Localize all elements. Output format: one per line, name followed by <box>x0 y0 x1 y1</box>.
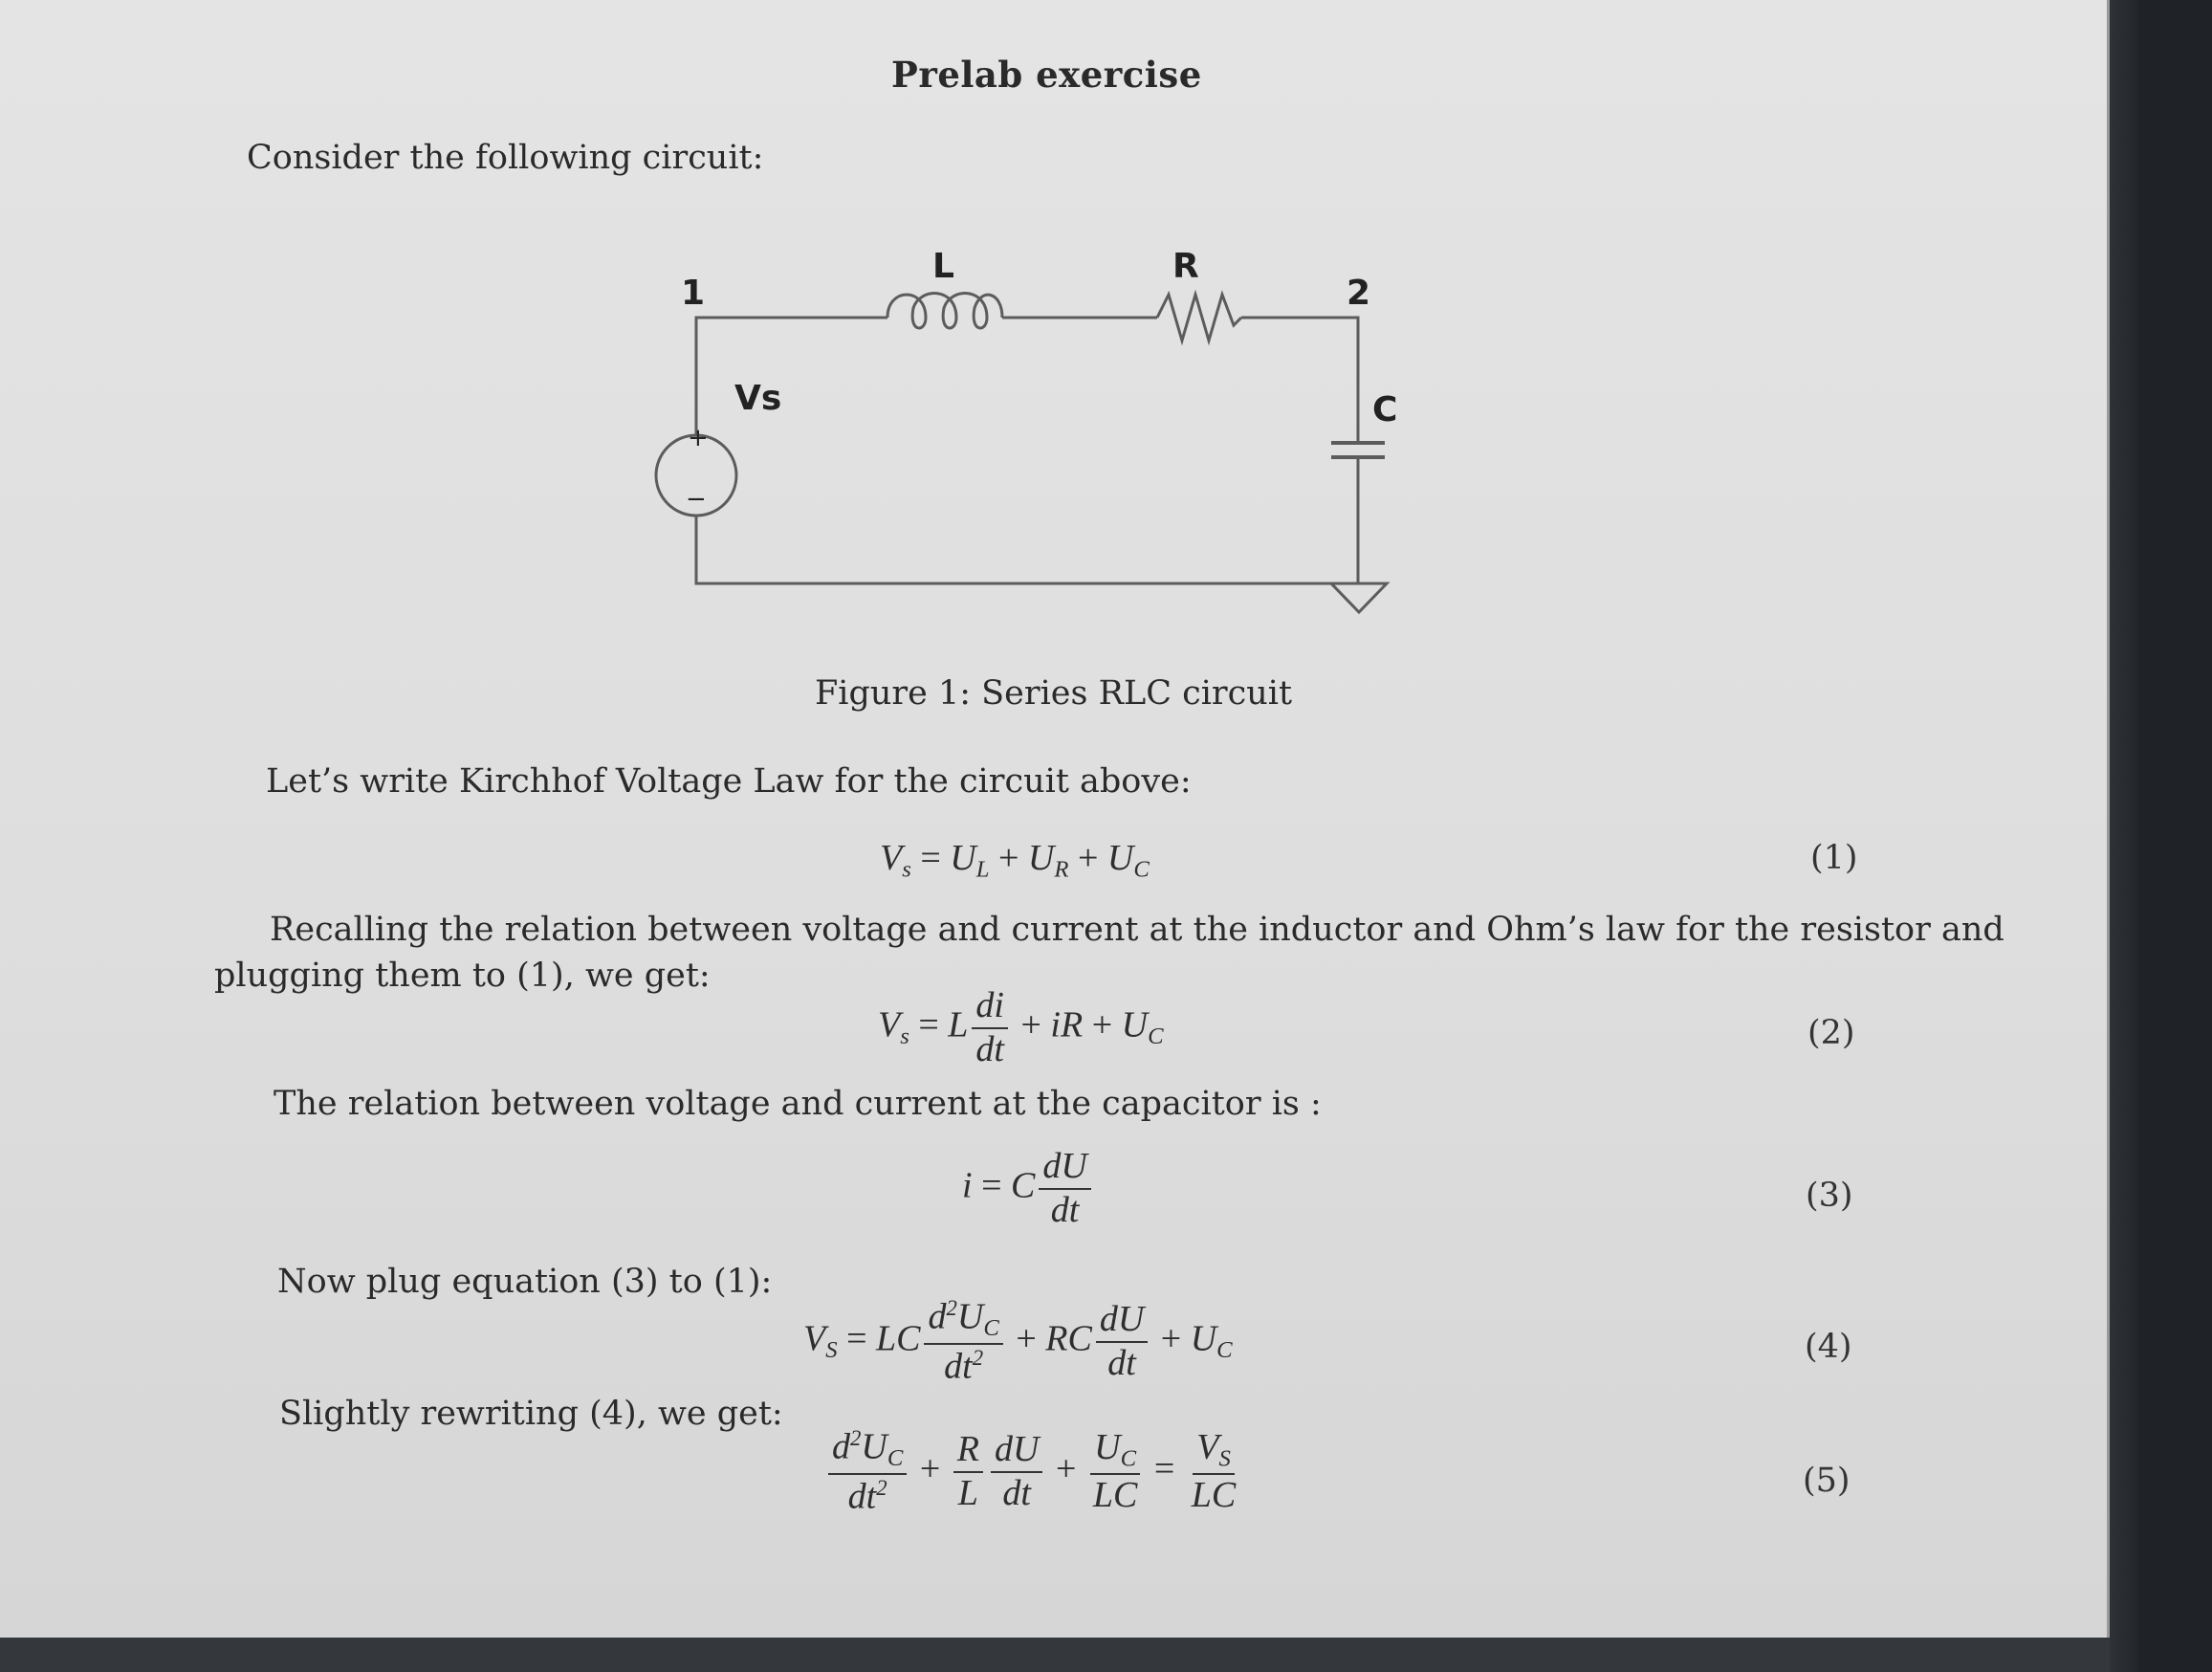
circuit-wires <box>696 318 1358 583</box>
rlc-circuit-diagram <box>612 230 1435 631</box>
equation-1: $V_s = U_L + U_R + U_C$ <box>880 838 1150 883</box>
capacitor-intro-text: The relation between voltage and current at the capacitor is : <box>274 1085 1322 1123</box>
page-title: Prelab exercise <box>891 54 1202 96</box>
equation-2: $V_s = L$ $\frac{di}{dt}$ + iR + $U_C$ <box>878 985 1164 1069</box>
equation-3-number: (3) <box>1806 1177 1853 1215</box>
plug-intro-text: Now plug equation (3) to (1): <box>277 1263 773 1301</box>
equation-4: $V_S$ = LC $\frac{d^2U_C}{dt^2}$ + RC $\frac{dU}{dt}$ + $U_C$ <box>803 1296 1233 1387</box>
source-minus-sign: − <box>686 485 707 514</box>
recall-text-line2: plugging them to (1), we get: <box>214 957 711 995</box>
capacitor-label: C <box>1372 390 1398 429</box>
inductor-label: L <box>932 247 954 286</box>
ground-symbol <box>1331 583 1387 612</box>
equation-5: $\frac{d^2U_C}{dt^2}$ + $\frac{R}{L}$ $\frac{dU}{dt}$ + $\frac{U_C}{LC}$ = $\frac{V_S}{LC}$ <box>824 1427 1243 1517</box>
resistor-label: R <box>1172 247 1199 286</box>
equation-5-number: (5) <box>1803 1462 1851 1500</box>
recall-text-line1: Recalling the relation between voltage and current at the inductor and Ohm’s law for the resistor and <box>270 911 2004 949</box>
source-plus-sign: + <box>688 424 709 452</box>
equation-4-number: (4) <box>1805 1328 1852 1366</box>
equation-1-number: (1) <box>1810 839 1858 877</box>
intro-text: Consider the following circuit: <box>247 139 764 177</box>
monitor-bezel-right <box>2110 0 2138 1672</box>
inductor-symbol <box>887 294 1002 328</box>
node-2-label: 2 <box>1347 274 1371 313</box>
kvl-intro-text: Let’s write Kirchhof Voltage Law for the circuit above: <box>266 762 1192 801</box>
equation-3: i = C $\frac{dU}{dt}$ <box>962 1148 1095 1230</box>
equation-2-number: (2) <box>1807 1014 1855 1052</box>
source-label: Vs <box>734 379 782 418</box>
resistor-symbol <box>1157 295 1241 341</box>
figure-caption: Figure 1: Series RLC circuit <box>815 674 1293 713</box>
node-1-label: 1 <box>681 274 706 313</box>
capacitor-symbol <box>1331 443 1385 457</box>
rewrite-intro-text: Slightly rewriting (4), we get: <box>279 1395 783 1433</box>
monitor-bezel-bottom <box>0 1638 2110 1672</box>
